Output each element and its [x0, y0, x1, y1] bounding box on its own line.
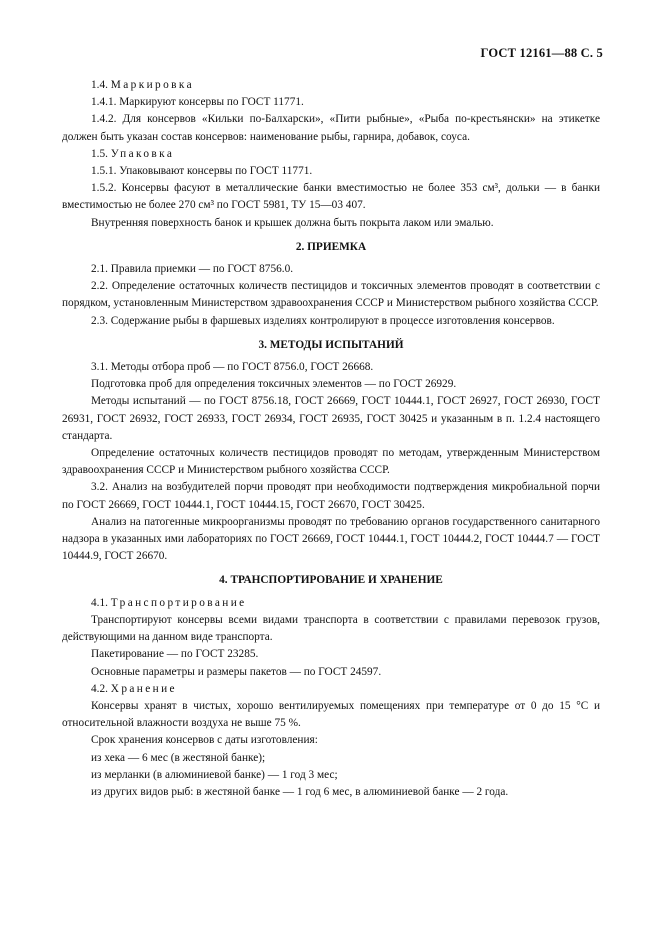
section-heading-1-4 [62, 77, 600, 94]
clause-1-4-2: 1.4.2. Для консервов «Кильки по-Балхарски», «Пити рыбные», «Рыба по-крестьянски» на этикетке должен быть указан состав консервов: наименование рыбы, гарнира, добавок, соуса. [62, 113, 600, 143]
paragraph-test-methods: Методы испытаний — по ГОСТ 8756.18, ГОСТ 26669, ГОСТ 10444.1, ГОСТ 26927, ГОСТ 26930, ГОСТ 26931, ГОСТ 26932, ГОСТ 26933, ГОСТ 26934, ГОСТ 26935, ГОСТ 30425 и указанным в п. 1.2.4 настоящего стандарта. [62, 395, 600, 442]
document-body [62, 77, 600, 801]
section-number: 4.2. [91, 682, 108, 695]
clause-3-2: 3.2. Анализ на возбудителей порчи проводят при необходимости подтверждения микробиальной порчи по ГОСТ 26669, ГОСТ 10444.1, ГОСТ 10444.15, ГОСТ 26670, ГОСТ 30425. [62, 481, 600, 511]
section-title-2: 2. ПРИЕМКА [295, 240, 367, 253]
paragraph-sample-prep: Подготовка проб для определения токсичных элементов — по ГОСТ 26929. [91, 378, 457, 391]
list-item-hake: из хека — 6 мес (в жестяной банке); [91, 751, 266, 764]
clause-1-5-2: 1.5.2. Консервы фасуют в металлические банки вместимостью не более 353 см³, дольки — в банки вместимостью не более 270 см³ по ГОСТ 5981, ТУ 15—03 407. [62, 182, 600, 212]
section-title-4: 4. ТРАНСПОРТИРОВАНИЕ И ХРАНЕНИЕ [219, 574, 443, 587]
section-number: 4.1. [91, 596, 108, 609]
paragraph-packaging: Пакетирование — по ГОСТ 23285. [91, 648, 259, 661]
clause-1-5-1: 1.5.1. Упаковывают консервы по ГОСТ 11771. [91, 165, 313, 178]
paragraph-pesticides: Определение остаточных количеств пестицидов проводят по методам, утвержденным Министерством здравоохранения СССР и Министерством рыбного хозяйства СССР. [62, 447, 600, 477]
clause-3-1: 3.1. Методы отбора проб — по ГОСТ 8756.0, ГОСТ 26668. [91, 361, 374, 374]
paragraph-storage: Консервы хранят в чистых, хорошо вентилируемых помещениях при температуре от 0 до 15 °С и относительной влажности воздуха не выше 75 %. [62, 699, 600, 730]
paragraph-inner-surface: Внутренняя поверхность банок и крышек должна быть покрыта лаком или эмалью. [91, 216, 494, 229]
section-title-3: 3. МЕТОДЫ ИСПЫТАНИЙ [258, 338, 404, 351]
section-heading-4-2 [62, 681, 600, 698]
section-number: 1.4. [91, 79, 108, 91]
section-title: Маркировка [110, 79, 194, 91]
page-header: ГОСТ 12161—88 С. 5 [480, 46, 603, 60]
section-title: Транспортирование [110, 596, 247, 609]
section-number: 1.5. [91, 147, 108, 160]
section-title: Упаковка [110, 147, 175, 160]
section-heading-1-5 [62, 146, 600, 163]
clause-2-1: 2.1. Правила приемки — по ГОСТ 8756.0. [91, 263, 294, 276]
paragraph-storage-term: Срок хранения консервов с даты изготовления: [91, 734, 318, 747]
list-item-other-fish: из других видов рыб: в жестяной банке — 1 год 6 мес, в алюминиевой банке — 2 года. [91, 785, 509, 798]
paragraph-pathogens: Анализ на патогенные микроорганизмы проводят по требованию органов государственного санитарного надзора в указанных ими лабораториях по ГОСТ 26669, ГОСТ 10444.1, ГОСТ 10444.2, ГОСТ 10444.7 — ГОСТ 10444.9, ГОСТ 26670. [62, 515, 600, 563]
section-title: Хранение [110, 682, 177, 695]
section-heading-4-1 [62, 595, 600, 612]
list-item-merlan: из мерланки (в алюминиевой банке) — 1 год 3 мес; [91, 768, 338, 781]
paragraph-transport: Транспортируют консервы всеми видами транспорта в соответствии с правилами перевозок грузов, действующими на данном виде транспорта. [62, 613, 600, 644]
paragraph-package-params: Основные параметры и размеры пакетов — по ГОСТ 24597. [91, 665, 382, 678]
clause-2-3: 2.3. Содержание рыбы в фаршевых изделиях контролируют в процессе изготовления консервов. [91, 314, 555, 327]
clause-2-2: 2.2. Определение остаточных количеств пестицидов и токсичных элементов проводят в соответствии с порядком, установленным Министерством здравоохранения СССР и Министерством рыбного хозяйства СССР. [62, 280, 600, 310]
clause-1-4-1: 1.4.1. Маркируют консервы по ГОСТ 11771. [91, 96, 304, 109]
